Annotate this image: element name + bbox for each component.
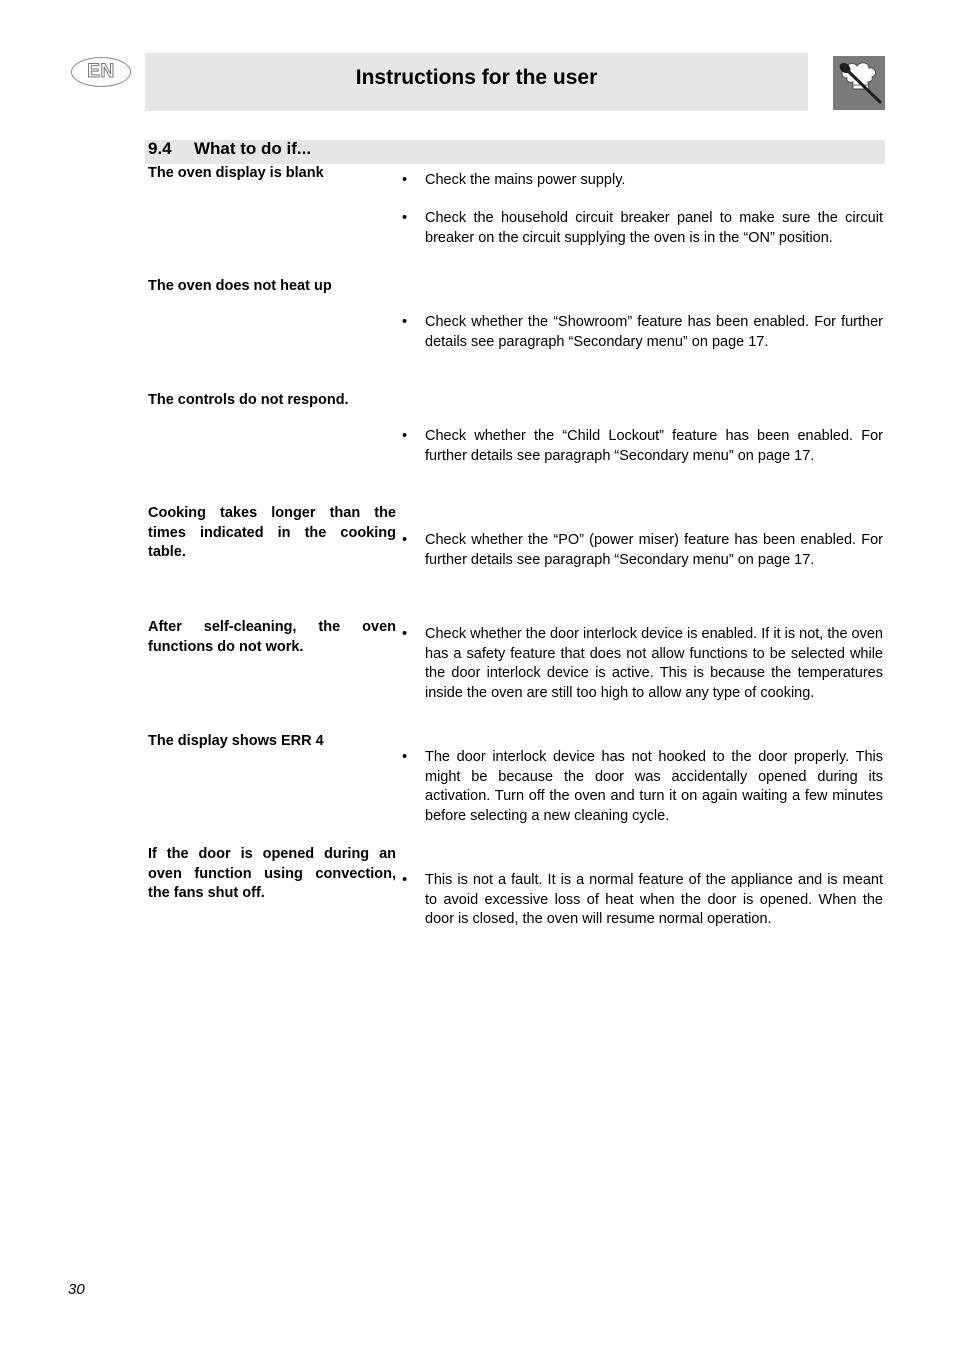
bullet: • [402, 749, 408, 765]
page-header [145, 53, 808, 111]
problem-label: Cooking takes longer than the times indicated in the cooking table. [148, 505, 396, 560]
language-badge: EN [71, 57, 131, 87]
problem-label: The controls do not respond. [148, 392, 349, 408]
solution-item: The door interlock device has not hooked to the door properly. This might be because the door was accidentally opened during its activation. Turn off the oven and turn it on again waiting a few minutes before selecting a new cleaning cycle. [425, 749, 883, 824]
problem-label: The oven display is blank [148, 165, 324, 181]
bullet: • [402, 210, 408, 226]
solution-item: Check the mains power supply. [425, 172, 626, 188]
section-heading [145, 140, 885, 164]
section-number: 9.4 [148, 139, 172, 158]
page-title: Instructions for the user [355, 66, 598, 89]
bullet: • [402, 314, 408, 330]
chef-hat-spoon-icon [833, 56, 885, 110]
solution-item: Check whether the “Child Lockout” feature has been enabled. For further details see paragraph “Secondary menu” on page 17. [425, 428, 883, 464]
bullet: • [402, 626, 408, 642]
problem-label: The oven does not heat up [148, 278, 332, 294]
solution-item: This is not a fault. It is a normal feature of the appliance and is meant to avoid excessive loss of heat when the door is opened. When the door is closed, the oven will resume normal operation. [425, 872, 883, 927]
solution-item: Check the household circuit breaker panel to make sure the circuit breaker on the circuit supplying the oven is in the “ON” position. [425, 210, 883, 246]
problem-label: If the door is opened during an oven function using convection, the fans shut off. [148, 846, 396, 901]
bullet: • [402, 172, 408, 188]
section-title: What to do if... [194, 139, 312, 158]
solution-item: Check whether the “Showroom” feature has been enabled. For further details see paragraph “Secondary menu” on page 17. [425, 314, 883, 350]
solution-item: Check whether the “PO” (power miser) feature has been enabled. For further details see paragraph “Secondary menu” on page 17. [425, 532, 883, 568]
problem-label: After self-cleaning, the oven functions do not work. [148, 619, 396, 655]
bullet: • [402, 532, 408, 548]
bullet: • [402, 428, 408, 444]
solution-item: Check whether the door interlock device is enabled. If it is not, the oven has a safety feature that does not allow functions to be selected while the door interlock device is active. This is because the temperatures inside the oven are still too high to allow any type of cooking. [425, 626, 883, 701]
page-number: 30 [68, 1281, 85, 1298]
bullet: • [402, 872, 408, 888]
problem-label: The display shows ERR 4 [148, 733, 324, 749]
